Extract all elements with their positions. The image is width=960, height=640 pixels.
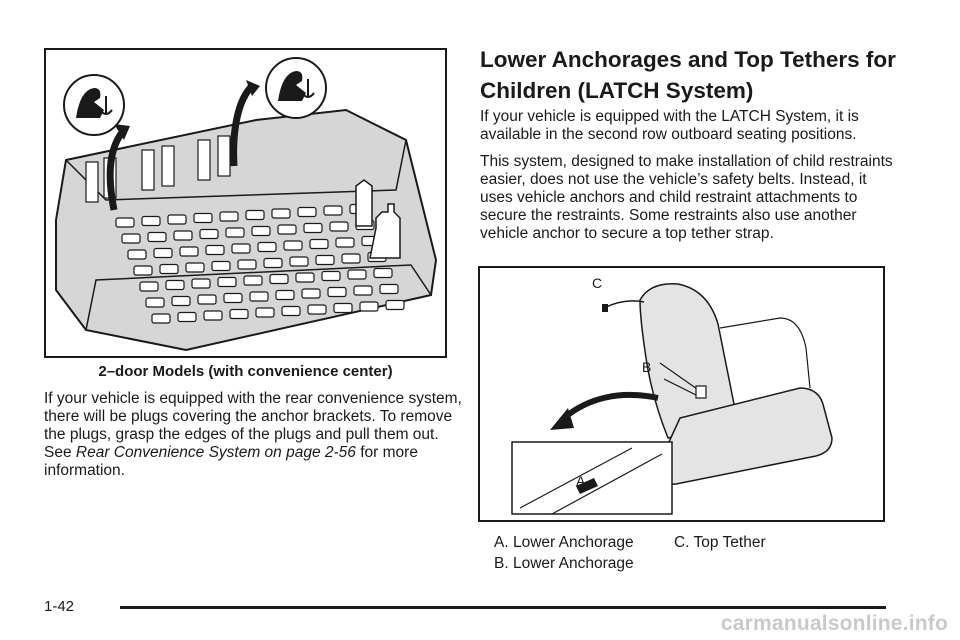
section-heading: Lower Anchorages and Top Tethers for Children (LATCH System): [480, 47, 896, 103]
footer-rule: [120, 606, 886, 609]
child-seat-anchor-icon: [64, 75, 124, 135]
label-a: A: [576, 473, 586, 489]
latch-seat-illustration: [480, 268, 883, 520]
paragraph-text: If your vehicle is equipped with the rear convenience system, there will be plugs covering the anchor brackets. To remove the plugs, grasp the edges of the plugs and pull them out. See: [44, 390, 462, 461]
legend-item-c: C. Top Tether: [674, 534, 766, 551]
convenience-center-illustration: [46, 50, 445, 356]
cross-reference-link[interactable]: Rear Convenience System on page 2-56: [75, 444, 356, 461]
latch-system-figure: [478, 266, 885, 522]
legend-item-b: B. Lower Anchorage: [494, 555, 634, 572]
page-number: 1-42: [44, 598, 75, 615]
figure-caption: 2–door Models (with convenience center): [98, 363, 393, 380]
section-paragraph: This system, designed to make installation of child restraints easier, does not use the vehicle’s safety belts. Instead, it uses vehicle anchors and child restraint attachments to secure the restraints. Some restraints also use another vehicle anchor to secure a top tether strap.: [480, 153, 893, 242]
section-paragraph: If your vehicle is equipped with the LATCH System, it is available in the second row outboard seating positions.: [480, 108, 859, 143]
figure-legend: [494, 532, 884, 574]
rear-convenience-paragraph: [44, 390, 464, 480]
paragraph-text: for more information.: [44, 444, 418, 479]
section-body: [480, 108, 900, 252]
watermark: carmanualsonline.info: [720, 612, 948, 635]
legend-item-a: A. Lower Anchorage: [494, 534, 634, 551]
label-b: B: [642, 359, 652, 375]
label-c: C: [592, 275, 603, 291]
child-seat-anchor-icon: [266, 58, 326, 118]
convenience-center-figure: [44, 48, 447, 358]
